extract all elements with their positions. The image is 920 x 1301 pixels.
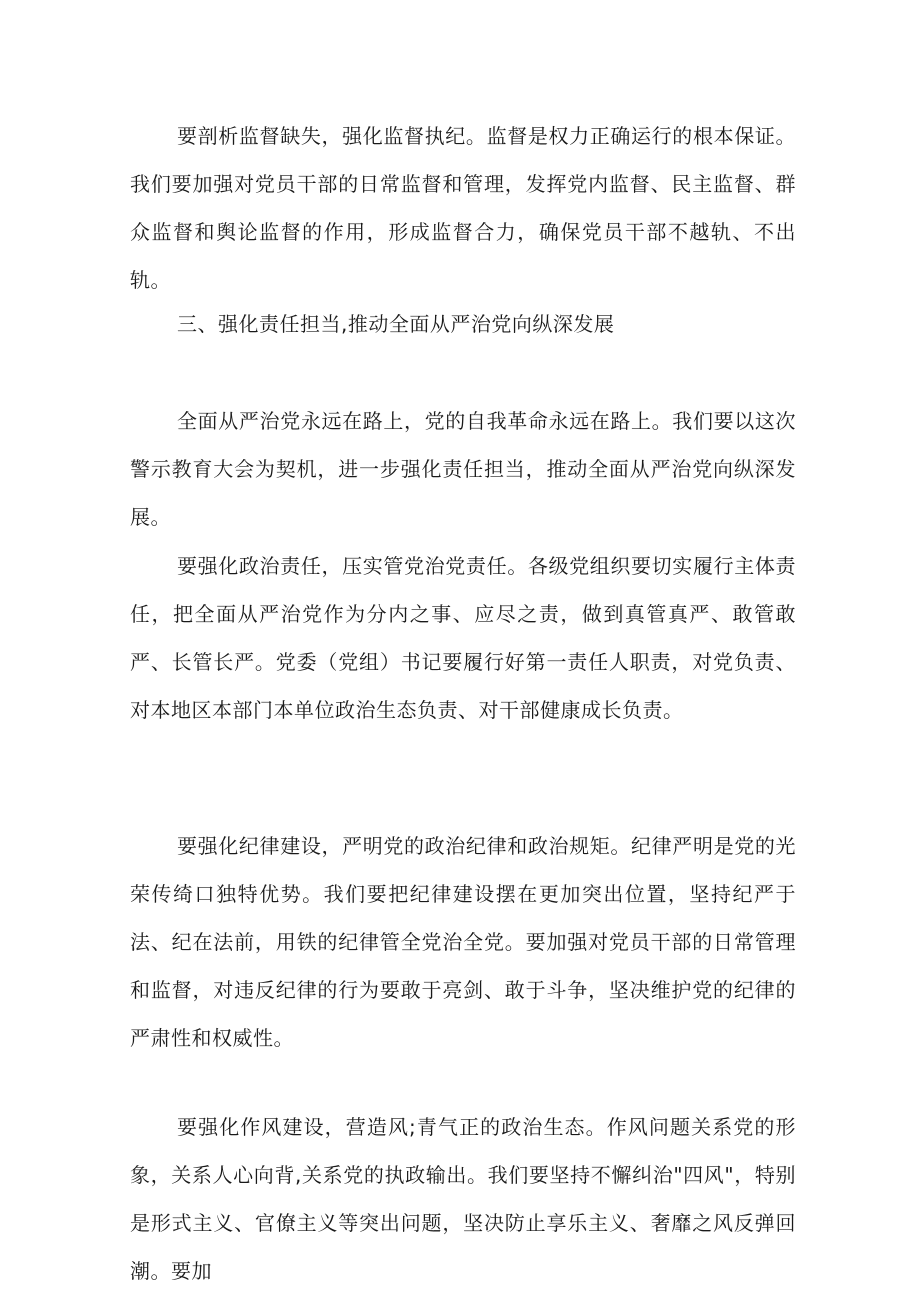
paragraph-text: 要强化作风建设，营造风;青气正的政治生态。作风问题关系党的形象，关系人心向背,关系党的执政输出。我们要坚持不懈纠治"四风"，特别是形式主义、官僚主义等突出问题，坚决防止享乐主义、奢靡之风反弹回潮。要加 [130, 1115, 796, 1283]
paragraph-supervision [130, 112, 796, 304]
section-heading-text: 三、强化责任担当,推动全面从严治党向纵深发展 [177, 312, 615, 336]
paragraph-work-style [130, 1103, 796, 1295]
paragraph-text: 要剖析监督缺失，强化监督执纪。监督是权力正确运行的根本保证。我们要加强对党员干部的日常监督和管理，发挥党内监督、民主监督、群众监督和舆论监督的作用，形成监督合力，确保党员干部不越轨、不出轨。 [130, 124, 796, 292]
paragraph-responsibility-intro [130, 397, 796, 541]
paragraph-text: 要强化政治责任，压实管党治党责任。各级党组织要切实履行主体责任，把全面从严治党作为分内之事、应尽之责，做到真管真严、敢管敢严、长管长严。党委（党组）书记要履行好第一责任人职责，对党负责、对本地区本部门本单位政治生态负责、对干部健康成长负责。 [130, 554, 796, 722]
paragraph-discipline-building [130, 822, 796, 1062]
section-heading-3 [130, 300, 796, 348]
paragraph-text: 要强化纪律建设，严明党的政治纪律和政治规矩。纪律严明是党的光荣传绮口独特优势。我们要把纪律建设摆在更加突出位置，坚持纪严于法、纪在法前，用铁的纪律管全党治全党。要加强对党员干部的日常管理和监督，对违反纪律的行为要敢于亮剑、敢于斗争，坚决维护党的纪律的严肃性和权威性。 [130, 834, 796, 1050]
paragraph-text: 全面从严治党永远在路上，党的自我革命永远在路上。我们要以这次警示教育大会为契机，进一步强化责任担当，推动全面从严治党向纵深发展。 [130, 409, 796, 529]
paragraph-political-responsibility [130, 542, 796, 734]
